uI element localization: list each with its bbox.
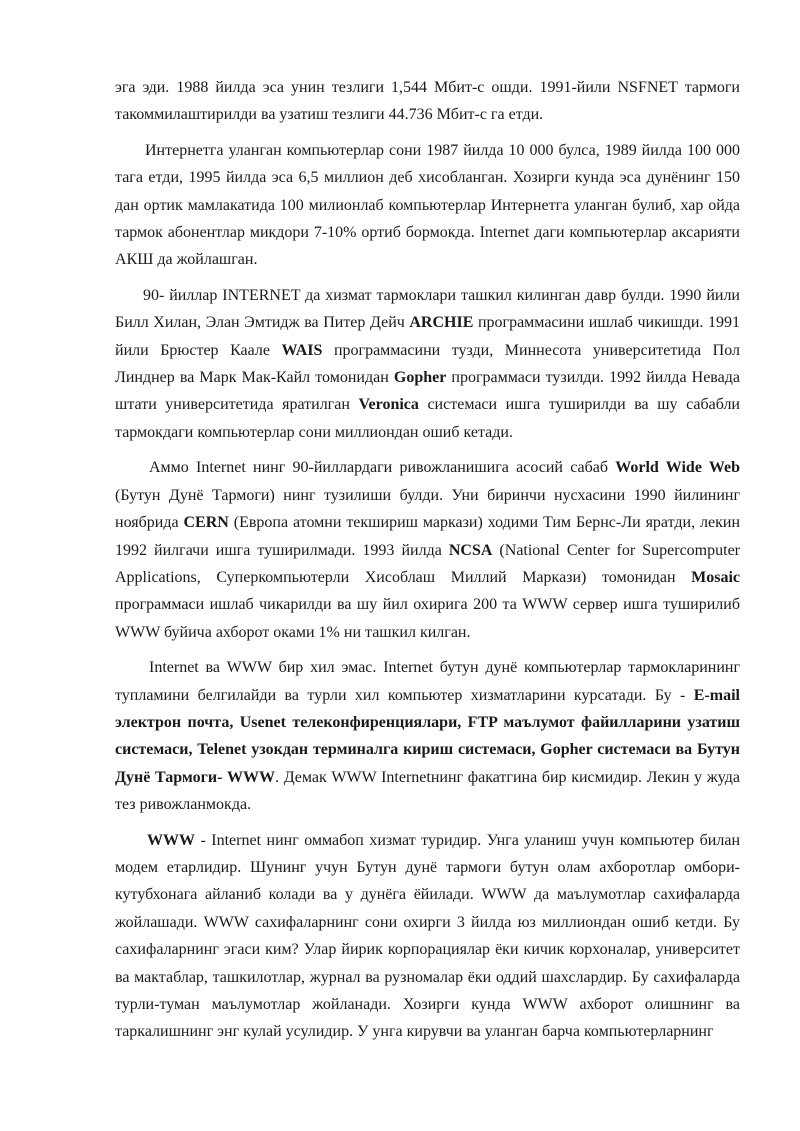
paragraph-computer-count: Интернетга уланган компьютерлар сони 1987 йилда 10 000 булса, 1989 йилда 100 000 тага етди, 1995 йилда эса 6,5 миллион деб хисобланган. Хозирги кунда эса дунёнинг 150 дан ортик мамлакатида 100 милионлаб компьютерлар Интернетга уланган булиб, хар ойда тармок абонентлар микдори 7-10% ортиб бормокда. Internet даги компьютерлар аксарияти АКШ да жойлашган. [115, 141, 740, 269]
paragraph-www-origin [115, 454, 740, 646]
paragraph-internet-vs-www [115, 654, 740, 818]
text-span: программасини ишлаб чикишди. 1991 йили Брюстер Каале [115, 314, 740, 359]
bold-term-www: WWW [147, 831, 195, 849]
bold-term-gopher: Gopher [393, 369, 447, 387]
bold-term-archie: ARCHIE [409, 314, 474, 332]
text-span: системаси ишга туширилди ва шу сабабли тармокдаги компьютерлар сони миллиондан ошиб кетади. [115, 396, 740, 441]
text-span: (National Center for Supercomputer Applications, Суперкомпьютерли Хисоблаш Миллий Маркази) томонидан [115, 541, 740, 586]
text-span: программаси тузилди. 1992 йилда Невада штати университетида яратилган [115, 369, 740, 414]
text-span: (Европа атомни текшириш маркази) ходими Тим Бернс-Ли яратди, лекин 1992 йилгачи ишга туширилмади. 1993 йилда [115, 514, 741, 559]
text-span: Internet ва WWW бир хил эмас. Internet бутун дунё компьютерлар тармокларининг тупламини белгилайди ва турли хил компьютер хизматларини курсатади. Бу - [115, 659, 740, 704]
text-span: 90- йиллар INTERNET да хизмат тармоклари ташкил килинган давр булди. 1990 йили Билл Хилан, Элан Эмтидж ва Питер Дейч [115, 286, 740, 332]
text-span: . Демак WWW Internetнинг факатгина бир кисмидир. Лекин у жуда тез ривожланмокда. [115, 768, 740, 814]
paragraph-nsfnet: эга эди. 1988 йилда эса унин тезлиги 1,544 Мбит-с ошди. 1991-йили NSFNET тармоги такоммилаштирилди ва узатиш тезлиги 44.736 Мбит-с га етди. [115, 79, 740, 124]
text-span: программасини тузди, Миннесота университетида Пол Линднер ва Марк Мак-Кайл томонидан [115, 341, 740, 387]
text-span: Аммо Internet нинг 90-йиллардаги ривожланишига асосий сабаб [149, 459, 616, 477]
bold-term-mosaic: Mosaic [691, 568, 740, 586]
paragraph-www-service [115, 827, 740, 1046]
paragraph-services-90s [115, 282, 740, 446]
text-span: программаси ишлаб чикарилди ва шу йил охирига 200 та WWW сервер ишга туширилиб WWW буйича ахборот оками 1% ни ташкил килган. [115, 596, 740, 641]
text-span: - Internet нинг оммабоп хизмат туридир. Унга уланиш учун компьютер билан модем етарлидир. Шунинг учун Бутун дунё тармоги бутун олам ахборотлар омбори-кутубхонага айланиб колади ва у дунёга ёйилади. WWW да маълумотлар сахифаларда жойлашади. WWW сахифаларнинг сони охирги 3 йилда юз миллиондан ошиб кетди. Бу сахифаларнинг эгаси ким? Улар йирик корпорациялар ёки кичик корхоналар, университет ва мактаблар, ташкилотлар, журнал ва рузномалар ёки оддий шахслардир. Бу сахифаларда турли-туман маълумотлар жойланади. Хозирги кунда WWW ахборот олишнинг ва таркалишнинг энг кулай усулидир. У унга кирувчи ва уланган барча компьютерларнинг [115, 831, 740, 1041]
bold-term-world-wide-web: World Wide Web [615, 459, 741, 477]
bold-term-veronica: Veronica [358, 396, 419, 414]
bold-term-cern: CERN [183, 514, 229, 532]
bold-services-list: E-mail электрон почта, Usenet телеконфиренциялари, FTP маълумот файилларини узатиш системаси, Telenet узокдан терминалга кириш системаси, Gopher системаси ва Бутун Дунё Тармоги- WWW [115, 686, 740, 786]
bold-term-wais: WAIS [281, 341, 323, 359]
text-span: (Бутун Дунё Тармоги) нинг тузилиши булди. Уни биринчи нусхасини 1990 йилининг ноябрида [115, 486, 740, 532]
document-page [115, 74, 740, 1054]
bold-term-ncsa: NCSA [448, 541, 493, 559]
